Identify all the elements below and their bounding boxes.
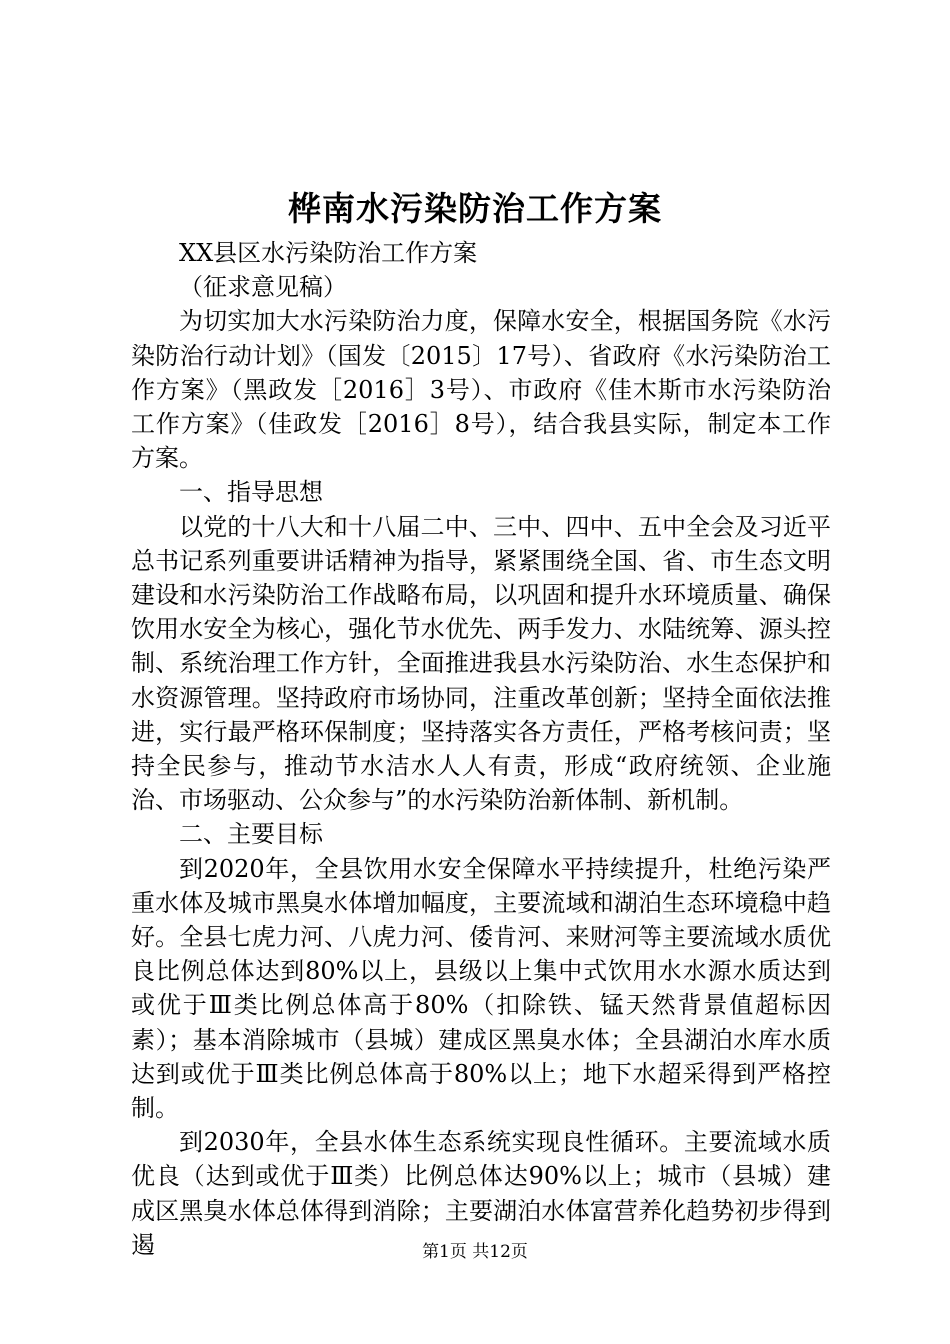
- intro-paragraph: 为切实加大水污染防治力度，保障水安全，根据国务院《水污染防治行动计划》（国发〔2015〕17号）、省政府《水污染防治工作方案》（黑政发［2016］3号）、市政府《佳木斯市水污染防治工作方案》（佳政发［2016］8号），结合我县实际，制定本工作方案。: [131, 307, 831, 473]
- subtitle-paragraph: XX县区水污染防治工作方案: [179, 239, 478, 267]
- document-body: [131, 236, 831, 1262]
- section-heading-main-goals: 二、主要目标: [179, 820, 323, 849]
- goals-2030-paragraph: 到2030年，全县水体生态系统实现良性循环。主要流域水质优良（达到或优于Ⅲ类）比例总体达90%以上；城市（县城）建成区黑臭水体总体得到消除；主要湖泊水体富营养化趋势初步得到遏: [131, 1128, 831, 1259]
- document-title: 桦南水污染防治工作方案: [288, 189, 662, 228]
- guiding-ideology-paragraph: 以党的十八大和十八届二中、三中、四中、五中全会及习近平总书记系列重要讲话精神为指导，紧紧围绕全国、省、市生态文明建设和水污染防治工作战略布局，以巩固和提升水环境质量、确保饮用水安全为核心，强化节水优先、两手发力、水陆统筹、源头控制、系统治理工作方针，全面推进我县水污染防治、水生态保护和水资源管理。坚持政府市场协同，注重改革创新；坚持全面依法推进，实行最严格环保制度；坚持落实各方责任，严格考核问责；坚持全民参与，推动节水洁水人人有责，形成“政府统领、企业施治、市场驱动、公众参与”的水污染防治新体制、新机制。: [131, 512, 831, 815]
- draft-note-paragraph: （征求意见稿）: [179, 273, 347, 302]
- goals-2020-paragraph: 到2020年，全县饮用水安全保障水平持续提升，杜绝污染严重水体及城市黑臭水体增加幅度，主要流域和湖泊生态环境稳中趋好。全县七虎力河、八虎力河、倭肯河、来财河等主要流域水质优良比例总体达到80%以上，县级以上集中式饮用水水源水质达到或优于Ⅲ类比例总体高于80%（扣除铁、锰天然背景值超标因素）；基本消除城市（县城）建成区黑臭水体；全县湖泊水库水质达到或优于Ⅲ类比例总体高于80%以上；地下水超采得到严格控制。: [131, 854, 831, 1123]
- page-number-footer: 第1页 共12页: [422, 1242, 528, 1262]
- section-heading-guiding-ideology: 一、指导思想: [179, 478, 323, 507]
